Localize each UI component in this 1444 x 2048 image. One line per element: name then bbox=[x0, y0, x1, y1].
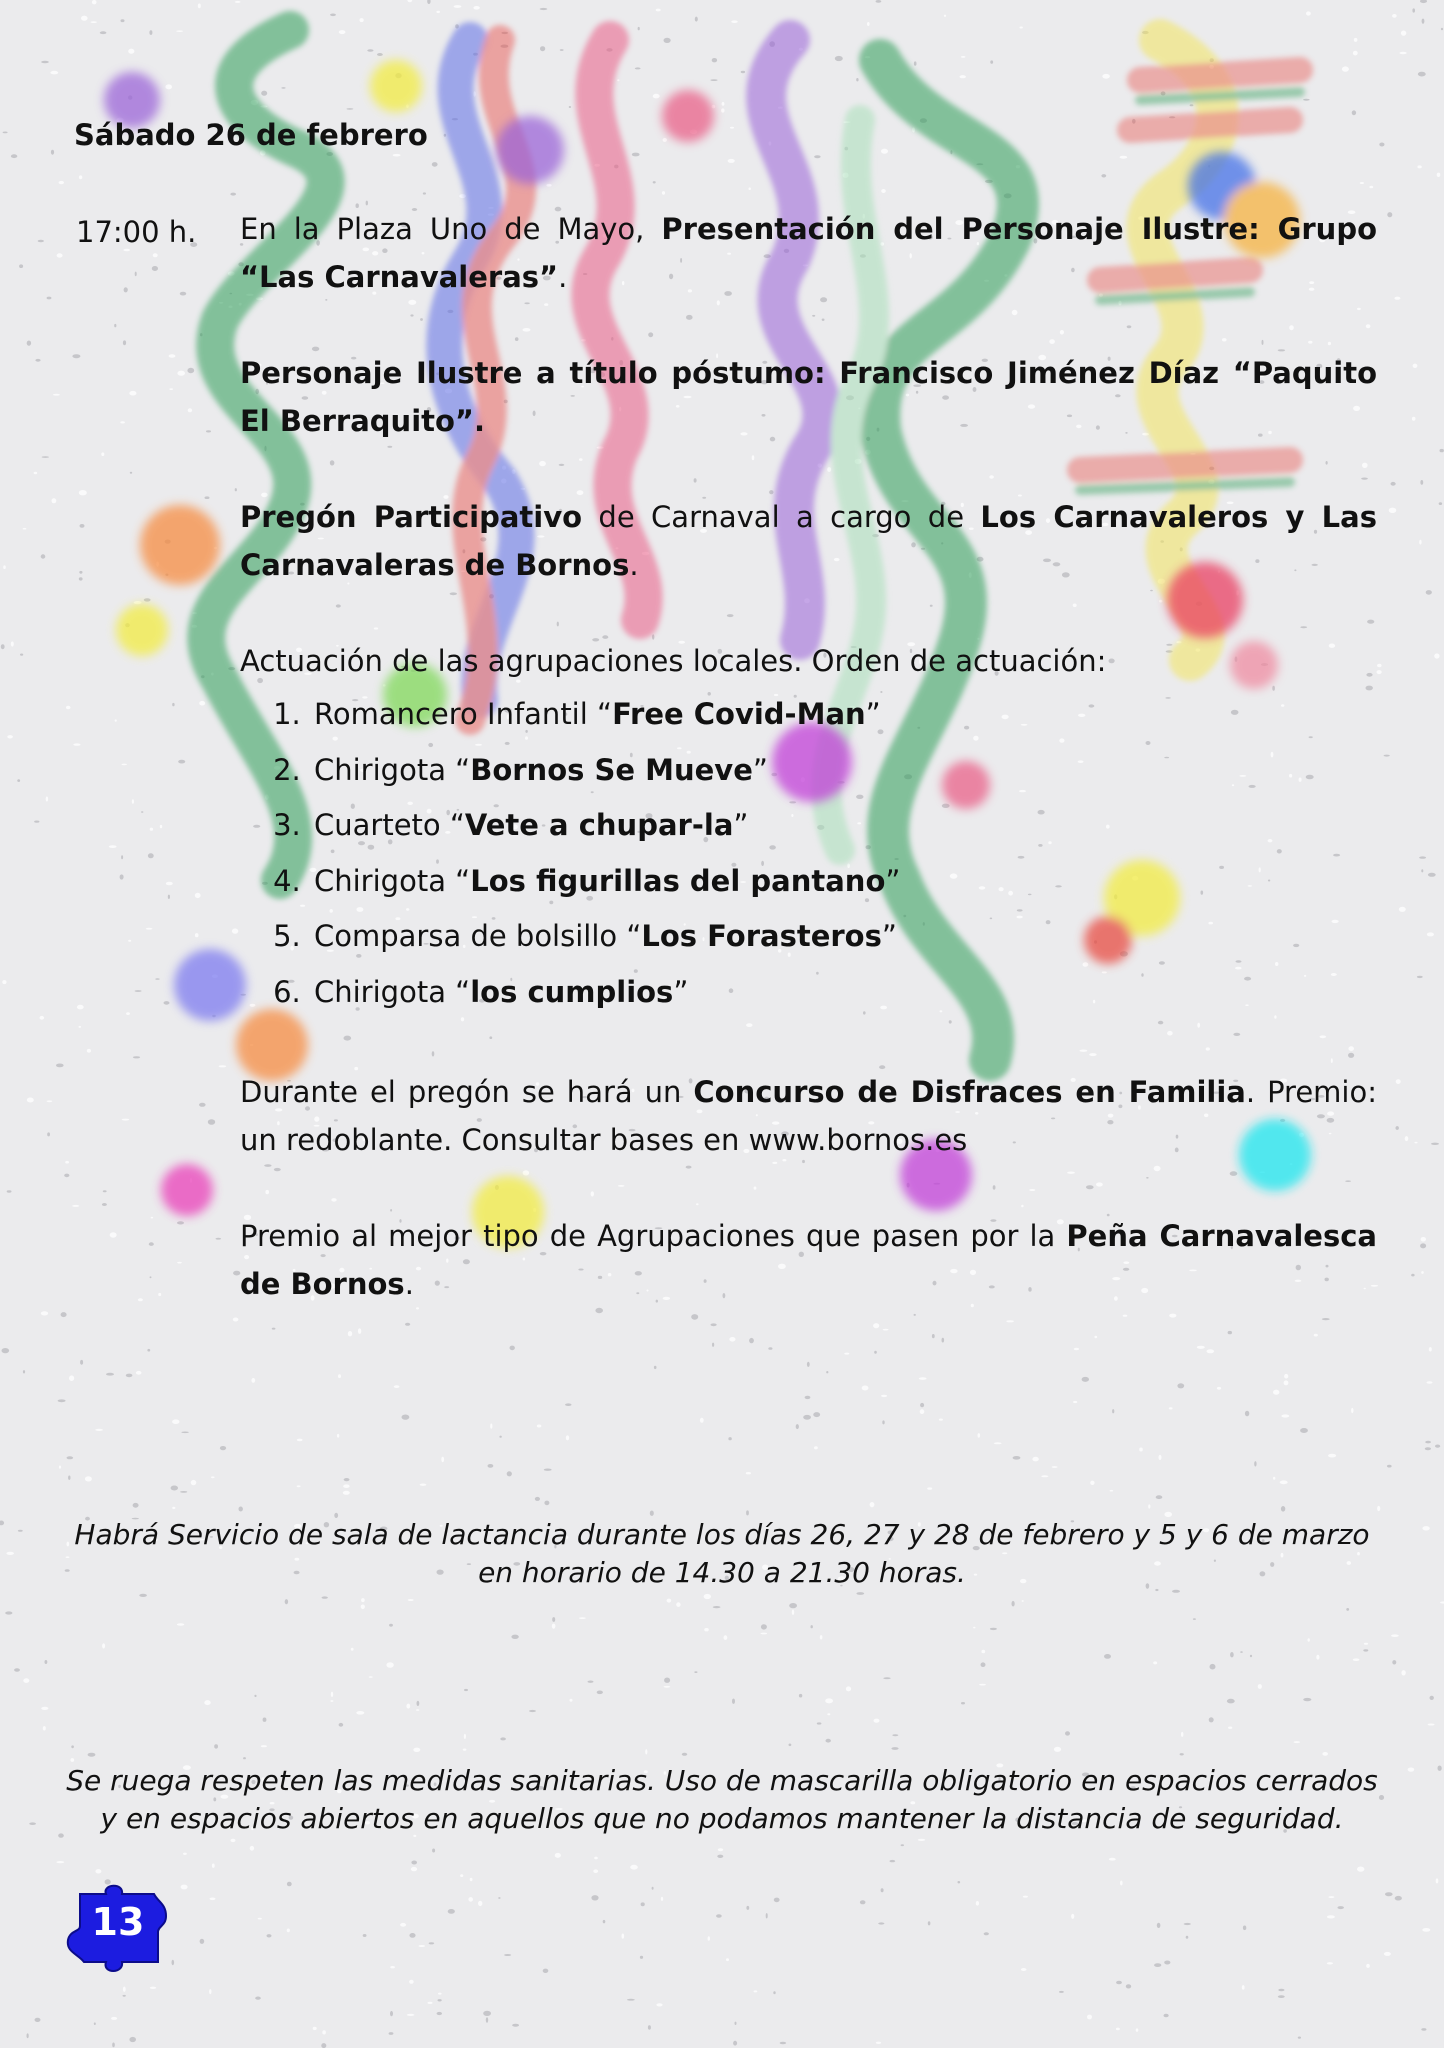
highlight: Presentación del Personaje Ilustre: Grupo “Las Carnavaleras” bbox=[240, 212, 1378, 294]
group-name: Los Forasteros bbox=[641, 919, 882, 953]
lactation-room-note: Habrá Servicio de sala de lactancia durante los días 26, 27 y 28 de febrero y 5 y 6 de marzo en horario de 14.30 a 21.30 horas. bbox=[74, 1518, 1370, 1589]
group-name: Free Covid-Man bbox=[612, 697, 866, 731]
group-type: Chirigota bbox=[314, 974, 446, 1009]
page-number-badge bbox=[62, 1880, 174, 1976]
list-item: 2. Chirigota “Bornos Se Mueve” bbox=[310, 743, 1377, 799]
group-name: Bornos Se Mueve bbox=[470, 752, 753, 787]
posthumous-paragraph bbox=[240, 349, 1377, 445]
list-item: 5. Comparsa de bolsillo “Los Forasteros” bbox=[310, 909, 1377, 965]
list-item: 6. Chirigota “los cumplios” bbox=[310, 965, 1377, 1021]
page-number: 13 bbox=[91, 1900, 145, 1944]
list-item: 3. Cuarteto “Vete a chupar-la” bbox=[310, 798, 1377, 854]
list-item: 1. Romancero Infantil “Free Covid-Man” bbox=[310, 687, 1377, 743]
text: En la Plaza Uno de Mayo, bbox=[240, 212, 662, 246]
highlight: Personaje Ilustre a título póstumo: Francisco Jiménez Díaz “Paquito El Berraquito”. bbox=[240, 356, 1377, 438]
highlight: Los Carnavaleros y Las Carnavaleras de Bornos bbox=[240, 500, 1377, 582]
group-type: Cuarteto bbox=[314, 808, 441, 842]
event-time: 17:00 h. bbox=[76, 215, 197, 249]
group-type: Comparsa de bolsillo bbox=[314, 919, 618, 953]
groups-list bbox=[240, 687, 1377, 1020]
group-type: Chirigota bbox=[314, 863, 446, 898]
presentation-paragraph bbox=[240, 205, 1377, 301]
day-heading: Sábado 26 de febrero bbox=[74, 118, 428, 152]
list-item: 4. Chirigota “Los figurillas del pantano” bbox=[310, 854, 1377, 910]
prize-paragraph bbox=[240, 1212, 1377, 1308]
text: de Carnaval a cargo de bbox=[582, 500, 981, 534]
highlight: Peña Carnavalesca de Bornos bbox=[240, 1219, 1377, 1301]
groups-intro: Actuación de las agrupaciones locales. Orden de actuación: bbox=[240, 644, 1107, 678]
text: . bbox=[629, 548, 639, 582]
group-name: Los figurillas del pantano bbox=[470, 863, 886, 898]
pregon-paragraph bbox=[240, 493, 1377, 589]
highlight: Pregón Participativo bbox=[240, 500, 583, 534]
group-name: los cumplios bbox=[470, 974, 674, 1009]
health-measures-note: Se ruega respeten las medidas sanitarias. Uso de mascarilla obligatorio en espacios cerrados y en espacios abiertos en aquellos que no podamos mantener la distancia de seguridad. bbox=[66, 1764, 1378, 1835]
costume-contest-paragraph bbox=[240, 1068, 1377, 1164]
event-description bbox=[240, 205, 1377, 1308]
text: Durante el pregón se hará un bbox=[240, 1075, 694, 1109]
text: Premio al mejor tipo de Agrupaciones que pasen por la bbox=[240, 1219, 1067, 1253]
text: . bbox=[404, 1267, 414, 1301]
text: . Premio: un redoblante. Consultar bases en www.bornos.es bbox=[240, 1075, 1377, 1157]
group-name: Vete a chupar-la bbox=[464, 808, 734, 842]
group-type: Romancero Infantil bbox=[314, 697, 588, 731]
highlight: Concurso de Disfraces en Familia bbox=[693, 1075, 1246, 1109]
group-type: Chirigota bbox=[314, 752, 446, 787]
text: . bbox=[558, 260, 568, 294]
